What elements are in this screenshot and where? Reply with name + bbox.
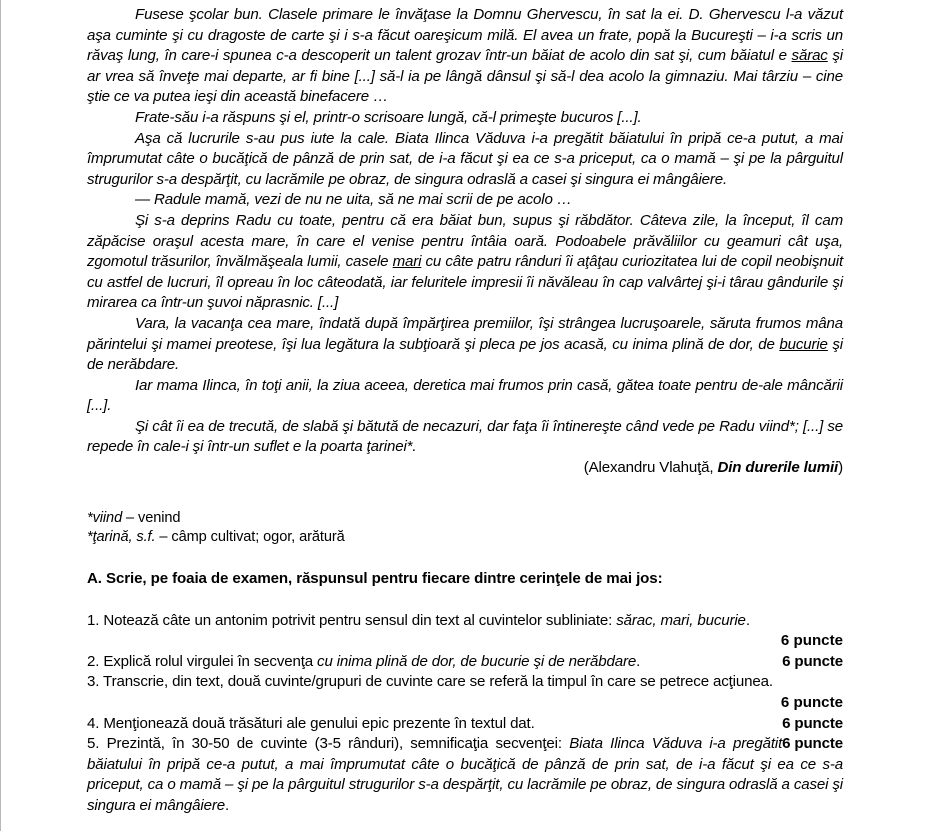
question-item — [87, 714, 843, 735]
excerpt-paragraph — [87, 190, 843, 211]
excerpt-body — [87, 5, 843, 458]
excerpt-paragraph — [87, 211, 843, 314]
spacer-after-attribution — [87, 479, 843, 509]
document-content — [87, 5, 843, 817]
spacer-before-heading — [87, 547, 843, 569]
text-run: Iar mama Ilinca, în toţi anii, la ziua aceea, deretica mai frumos prin casă, gătea toate pentru de-ale mâncării [...]. — [87, 376, 843, 415]
text-run: şi de nerăbdare. — [87, 335, 843, 374]
excerpt-paragraph — [87, 5, 843, 108]
text-run: . — [745, 611, 750, 629]
question-points: 6 puncte — [782, 714, 843, 732]
question-points: 6 puncte — [780, 694, 843, 712]
italic-quote: sărac, mari, bucurie — [616, 611, 746, 629]
attribution-author: (Alexandru Vlahuţă, — [583, 459, 718, 477]
text-run: cu câte patru rânduri îi aţâţau curiozitatea lui de copil neobişnuit cu astfel de lucruri, îl opreau în loc câteodată, iar feluritele impresii îi năvăleau în cap valvârtej şi-i târau gândurile şi mirarea ca într-un şuvoi năprasnic. [...] — [87, 253, 843, 312]
italic-quote: cu inima plină de dor, de bucurie şi de nerăbdare — [317, 652, 637, 670]
text-run: . — [636, 652, 641, 670]
question-points: 6 puncte — [782, 652, 843, 670]
text-run: 4. Menţionează două trăsături ale genului epic prezente în textul dat. — [87, 714, 535, 732]
text-run: Şi s-a deprins Radu cu toate, pentru că era băiat bun, supus şi răbdător. Câteva zile, la început, îl cam zăpăcise oraşul acesta mare, în care el venise pentru întâia oară. Podoabele prăvăliilor cu geamuri cât uşa, zgomotul trăsurilor, învălmăşeala lumii, casele — [87, 211, 843, 271]
questions-list — [87, 611, 843, 817]
text-run: . — [224, 797, 230, 814]
attribution-line — [87, 458, 843, 479]
question-points: 6 puncte — [780, 632, 843, 650]
text-run: — Radule mamă, vezi de nu ne uita, să ne mai scrii de pe acolo … — [135, 191, 572, 209]
text-run: Frate-său i-a răspuns şi el, printr-o scrisoare lungă, că-l primeşte bucuros [...]. — [135, 108, 642, 126]
excerpt-paragraph — [87, 108, 843, 129]
attribution-work-title: Din durerile lumii — [717, 459, 839, 477]
question-item — [87, 611, 843, 632]
text-run: 3. Transcrie, din text, două cuvinte/grupuri de cuvinte care se referă la timpul în care se petrece acţiunea. — [87, 673, 773, 691]
footnote-term: *ţarină, s.f. — [87, 528, 156, 545]
excerpt-paragraph — [87, 376, 843, 417]
attribution-close-paren: ) — [838, 459, 843, 477]
footnote-item — [87, 509, 843, 528]
italic-quote: Biata Ilinca Văduva i-a pregătit băiatului în pripă ce-a putut, a mai împrumutat câte o bucăţică de pânză de prin sat, de i-a făcut şi ea ce s-a priceput, ca o mamă – şi pe la pârguitul strugurilor s-a despărţit, cu lacrămile pe obraz, de singura odraslă a casei şi singura ei mângâiere — [87, 735, 843, 814]
question-item — [87, 734, 843, 816]
text-run: 1. Notează câte un antonim potrivit pentru sensul din text al cuvintelor subliniate: — [87, 611, 617, 629]
footnote-definition: – venind — [122, 509, 181, 526]
text-run: Fusese şcolar bun. Clasele primare le învăţase la Domnu Ghervescu, în sat la ei. D. Ghervescu l-a văzut aşa cuminte şi cu dragoste de carte şi i s-a făcut oareşicum milă. El avea un frate, popă la Bucureşti – i-a scris un răvaş lung, în care-i spunea c-a descoperit un talent grozav într-un băiat de acolo din sat şi, cum băiatul e — [87, 6, 843, 65]
section-a-heading: A. Scrie, pe foaia de examen, răspunsul pentru fiecare dintre cerinţele de mai jos: — [87, 569, 663, 587]
text-run: Şi cât îi ea de trecută, de slabă şi bătută de necazuri, dar faţa îi întinereşte când vede pe Radu viind*; [...] se repede în cale-i şi într-un suflet e la poarta ţarinei*. — [87, 417, 843, 456]
footnote-item — [87, 528, 843, 547]
question-item — [87, 652, 843, 673]
excerpt-paragraph — [87, 314, 843, 376]
underlined-word: sărac — [791, 47, 828, 65]
footnote-definition: – câmp cultivat; ogor, arătură — [155, 528, 345, 545]
text-run: Aşa că lucrurile s-au pus iute la cale. Biata Ilinca Văduva i-a pregătit băiatului în pripă ce-a putut, a mai împrumutat câte o bucăţică de pânză de prin sat, de i-a făcut şi ea ce s-a priceput, ca o mamă – şi pe la pârguitul strugurilor s-a despărţit, cu lacrămile pe obraz, de singura odraslă a casei şi singura ei mângâiere. — [87, 129, 843, 188]
spacer-after-heading — [87, 589, 843, 611]
footnote-term: *viind — [87, 509, 123, 526]
excerpt-paragraph — [87, 417, 843, 458]
text-run: 2. Explică rolul virgulei în secvenţa — [87, 652, 318, 670]
text-run: 5. Prezintă, în 30-50 de cuvinte (3-5 rânduri), semnificaţia secvenţei: — [87, 735, 570, 753]
underlined-word: bucurie — [779, 335, 828, 353]
text-run: şi ar vrea să înveţe mai departe, ar fi bine [...] să-l ia pe lângă dânsul şi să-l dea acolo la gimnaziu. Mai târziu – cine ştie ce va putea ieşi din această binefacere … — [87, 47, 843, 106]
question-item — [87, 672, 843, 693]
footnotes-block — [87, 509, 843, 547]
excerpt-paragraph — [87, 129, 843, 191]
underlined-word: mari — [392, 253, 422, 271]
question-points: 6 puncte — [782, 735, 843, 753]
text-run: Vara, la vacanţa cea mare, îndată după împărţirea premiilor, îşi strângea lucruşoarele, săruta frumos mâna părintelui şi mamei preotese, îşi lua legătura la subţioară şi pleca pe jos acasă, cu inima plină de dor, de — [87, 314, 843, 353]
